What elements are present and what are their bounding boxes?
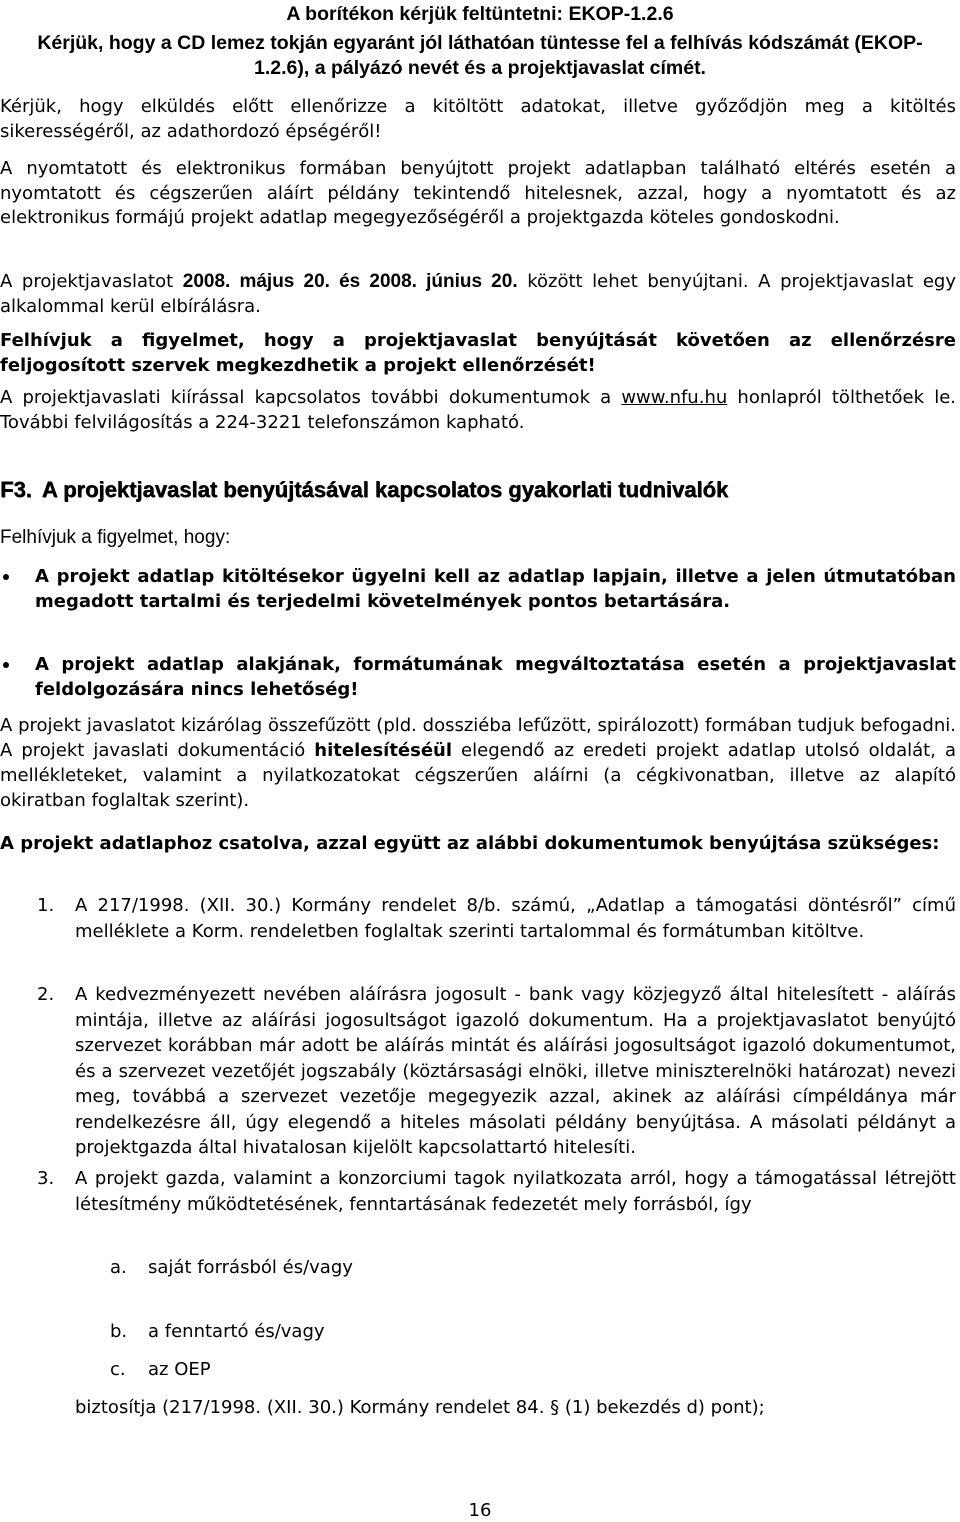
sub-item — [110, 1256, 353, 1280]
documents-info-suffix: honlapról tölthetőek le. További felvilágosítás a 224-3221 telefonszámon kapható. — [0, 387, 956, 433]
attachments-heading: A projekt adatlaphoz csatolva, azzal együtt az alábbi dokumentumok benyújtása szükséges: — [0, 833, 940, 854]
deadline-date-from: 2008. május 20. — [182, 271, 330, 292]
section-heading — [0, 476, 728, 504]
attention-intro: Felhívjuk a figyelmet, hogy: — [0, 527, 231, 548]
deadline-paragraph — [0, 270, 956, 319]
item-number: 1. — [37, 895, 55, 916]
sub-item-letter: a. — [110, 1257, 127, 1278]
documents-info-prefix: A projektjavaslati kiírással kapcsolatos további dokumentumok a — [0, 387, 622, 408]
deadline-date-to: 2008. június 20. — [369, 271, 518, 292]
deadline-and: és — [329, 271, 370, 292]
binding-note-suffix: elegendő az eredeti projekt adatlap utolsó oldalát, a mellékleteket, valamint a nyilatkozatokat cégszerűen aláírni (a cégkivonatban, illetve az alapító okiratban foglaltak szerint). — [0, 740, 956, 811]
binding-note-bold: hitelesítéséül — [314, 740, 453, 761]
item-text: A 217/1998. (XII. 30.) Kormány rendelet 8/b. számú, „Adatlap a támogatási döntésről” című melléklete a Korm. rendeletben foglaltak szerinti tartalommal és formátumban kitöltve. — [75, 895, 956, 942]
closing-line: biztosítja (217/1998. (XII. 30.) Kormány rendelet 84. § (1) bekezdés d) pont); — [75, 1397, 765, 1418]
page-number: 16 — [468, 1500, 492, 1521]
binding-note-prefix: A projekt javaslatot kizárólag összefűzött (pld. dossziéba lefűzött, spirálozott) formában tudjuk befogadni. A projekt javaslati dokumentáció — [0, 715, 956, 761]
sub-item-text: a fenntartó és/vagy — [148, 1321, 325, 1342]
binding-note — [0, 713, 956, 813]
item-text: A kedvezményezett nevében aláírásra jogosult - bank vagy közjegyző által hitelesített - aláírás mintája, illetve az aláírási jogosultságot igazoló dokumentum. Ha a projektjavaslatot benyújtó szervezet korábban már adott be aláírás mintát és aláírási jogosultságot igazoló dokumentumot, és a szervezet vezetőjét jogszabály (köztársasági elnöki, illetve miniszterelnöki határozat) nevezi meg, továbbá a szervezet vezetője megegyezik azzal, akinek az aláírási címpéldánya már rendelkezésre áll, úgy elegendő a hiteles másolati példány benyújtása. A másolati példányt a projektgazda által hivatalosan kijelölt kapcsolattartó hitelesíti. — [75, 984, 956, 1158]
sub-item-text: saját forrásból és/vagy — [148, 1257, 353, 1278]
item-text: A projekt gazda, valamint a konzorciumi tagok nyilatkozata arról, hogy a támogatással létrejött létesítmény működtetésének, fenntartásának fedezetét mely forrásból, így — [75, 1168, 956, 1215]
cd-label-instruction: Kérjük, hogy a CD lemez tokján egyaránt jól láthatóan tüntesse fel a felhívás kódszámát (EKOP-1.2.6), a pályázó nevét és a projektjavaslat címét. — [37, 32, 923, 79]
deadline-suffix: között lehet benyújtani. A projektjavaslat egy alkalommal kerül elbírálásra. — [0, 271, 956, 317]
sub-item-text: az OEP — [148, 1359, 211, 1380]
section-number: F3. — [0, 477, 32, 502]
deadline-prefix: A projektjavaslatot — [0, 271, 183, 292]
check-note: Kérjük, hogy elküldés előtt ellenőrizze a kitöltött adatokat, illetve győződjön meg a kitöltés sikerességéről, az adathordozó épségéről! — [0, 96, 956, 142]
bullet-dot — [3, 662, 9, 668]
sub-item-letter: b. — [110, 1321, 128, 1342]
bullet-dot — [3, 574, 9, 580]
item-number: 2. — [37, 984, 55, 1005]
bullet-text: A projekt adatlap alakjának, formátumának megváltoztatása esetén a projektjavaslat feldolgozására nincs lehetőség! — [35, 654, 956, 700]
documents-info — [0, 386, 956, 435]
sub-item-letter: c. — [110, 1359, 126, 1380]
nfu-link-tld[interactable]: hu — [704, 387, 728, 408]
section-title: A projektjavaslat benyújtásával kapcsolatos gyakorlati tudnivalók — [41, 477, 729, 502]
item-number: 3. — [37, 1168, 55, 1189]
sub-item — [110, 1358, 211, 1382]
envelope-instruction: A borítékon kérjük feltüntetni: EKOP-1.2.6 — [286, 3, 674, 25]
bullet-text: A projekt adatlap kitöltésekor ügyelni kell az adatlap lapjain, illetve a jelen útmutatóban megadott tartalmi és terjedelmi követelmények pontos betartására. — [35, 566, 956, 612]
discrepancy-note: A nyomtatott és elektronikus formában benyújtott projekt adatlapban található eltérés esetén a nyomtatott és cégszerűen aláírt példány tekintendő hitelesnek, azzal, hogy a nyomtatott és az elektronikus formájú projekt adatlap megegyezőségéről a projektgazda köteles gondoskodni. — [0, 158, 956, 228]
inspection-warning: Felhívjuk a figyelmet, hogy a projektjavaslat benyújtását követően az ellenőrzésre feljogosított szervek megkezdhetik a projekt ellenőrzését! — [0, 330, 956, 376]
sub-item — [110, 1320, 325, 1344]
nfu-link[interactable]: www.nfu. — [621, 387, 705, 408]
